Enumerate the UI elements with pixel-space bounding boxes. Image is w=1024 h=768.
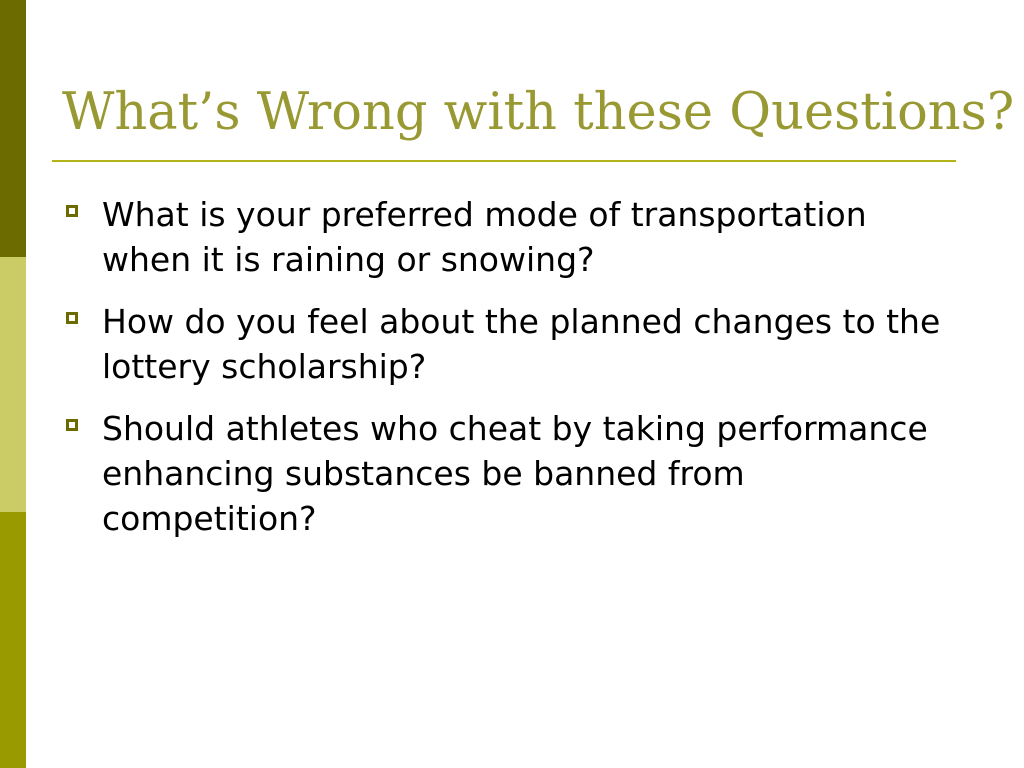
sidebar-band-middle [0, 257, 26, 512]
bullet-item [66, 192, 966, 282]
bullet-item [66, 406, 966, 541]
sidebar-band-top [0, 0, 26, 257]
sidebar-band-bottom [0, 512, 26, 768]
bullet-text: How do you feel about the planned changes to the lottery scholarship? [102, 302, 941, 386]
bullet-list [66, 192, 966, 558]
bullet-text: What is your preferred mode of transportation when it is raining or snowing? [102, 195, 867, 279]
bullet-text: Should athletes who cheat by taking performance enhancing substances be banned from competition? [102, 409, 928, 538]
sidebar-decoration [0, 0, 26, 768]
square-bullet-icon [66, 419, 78, 431]
title-underline [52, 160, 956, 162]
slide-title: What’s Wrong with these Questions? [62, 83, 1015, 142]
square-bullet-icon [66, 312, 78, 324]
bullet-item [66, 299, 966, 389]
square-bullet-icon [66, 205, 78, 217]
